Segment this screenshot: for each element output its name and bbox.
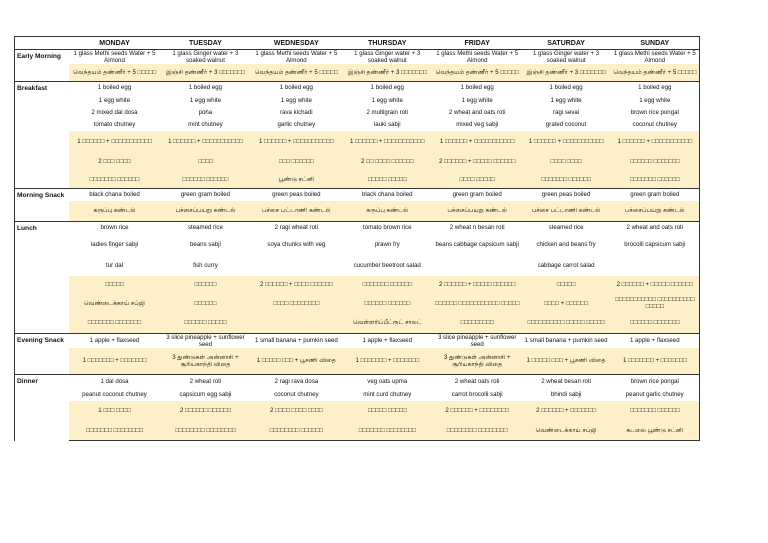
meal-row bbox=[15, 421, 700, 441]
meal-cell bbox=[251, 313, 342, 333]
meal-row bbox=[15, 401, 700, 421]
meal-cell: □□□□□□□□ □□□□□□□□ bbox=[433, 421, 522, 441]
meal-cell: □□□□□□□ □□□□□□□ bbox=[69, 313, 160, 333]
meal-row bbox=[15, 201, 700, 221]
meal-cell: வெந்தயம் தண்ணீர் + 5 □□□□□ bbox=[433, 64, 522, 81]
meal-cell: பச்சை பட்டாணி கண்டல் bbox=[522, 201, 611, 221]
meal-cell: 1 glass Ginger water + 3 soaked walnut bbox=[342, 50, 433, 65]
diet-plan-sheet bbox=[14, 36, 700, 441]
meal-cell: 3 slice pineapple + sunflower seed bbox=[160, 333, 251, 348]
meal-cell: 1 egg white bbox=[342, 94, 433, 106]
meal-cell: 3 slice pineapple + sunflower seed bbox=[433, 333, 522, 348]
meal-cell: □□□□□□ bbox=[160, 293, 251, 313]
meal-cell: □□□□ bbox=[160, 151, 251, 171]
day-header: MONDAY bbox=[69, 37, 160, 50]
meal-cell: 1 boiled egg bbox=[251, 81, 342, 94]
meal-cell: □□□□□□□ □□□□□□ bbox=[611, 401, 700, 421]
meal-cell: □□□□□ bbox=[69, 276, 160, 293]
meal-cell: 2 mixed dal dosa bbox=[69, 106, 160, 118]
meal-cell: □□□□□□□□ □□□□□□□□ bbox=[160, 421, 251, 441]
meal-row bbox=[15, 171, 700, 188]
meal-cell: 1 □□□ □□□□ bbox=[69, 401, 160, 421]
meal-cell: 2 □□□□□□ + □□□□□□□ bbox=[522, 401, 611, 421]
meal-cell: steamed rice bbox=[522, 221, 611, 234]
meal-cell: 1 □□□□□□□ + □□□□□□□ bbox=[342, 348, 433, 375]
meal-cell: □□□□ □□□□□ bbox=[433, 171, 522, 188]
meal-cell: 1 □□□□□□ + □□□□□□□□□□□ bbox=[433, 131, 522, 151]
meal-cell: பச்சைப்பயறு கண்டல் bbox=[611, 201, 700, 221]
meal-cell: 1 □□□□□ □□□ + பூசணி விதை bbox=[522, 348, 611, 375]
meal-row bbox=[15, 348, 700, 375]
meal-cell: carrot brocolli sabji bbox=[433, 388, 522, 401]
meal-cell: 2 wheat and oats roti bbox=[433, 106, 522, 118]
meal-cell: 1 apple + flaxseed bbox=[611, 333, 700, 348]
meal-label: Early Morning bbox=[15, 50, 70, 82]
meal-cell: grated coconut bbox=[522, 118, 611, 131]
meal-row bbox=[15, 234, 700, 255]
meal-row bbox=[15, 81, 700, 94]
meal-cell: □□□□□ □□□□□ bbox=[342, 401, 433, 421]
meal-cell: 1 □□□□□□ + □□□□□□□□□□□ bbox=[611, 131, 700, 151]
meal-cell: 1 glass Methi seeds Water + 5 Almond bbox=[251, 50, 342, 65]
meal-cell: கடலை பூண்டு சட்னி bbox=[611, 421, 700, 441]
meal-cell: □□□□□□ □□□□□□ bbox=[342, 293, 433, 313]
day-header: SATURDAY bbox=[522, 37, 611, 50]
meal-cell: 1 □□□□□□□ + □□□□□□□ bbox=[69, 348, 160, 375]
meal-cell: 2 ragi rava dosa bbox=[251, 375, 342, 388]
meal-row bbox=[15, 313, 700, 333]
meal-cell: coconut chutney bbox=[611, 118, 700, 131]
meal-cell: 1 boiled egg bbox=[611, 81, 700, 94]
meal-cell: ladies finger sabji bbox=[69, 234, 160, 255]
meal-cell: 1 egg white bbox=[611, 94, 700, 106]
meal-cell: வெந்தயம் தண்ணீர் + 5 □□□□□ bbox=[611, 64, 700, 81]
meal-cell: 1 □□□□□□□ + □□□□□□□ bbox=[611, 348, 700, 375]
meal-cell: 1 boiled egg bbox=[160, 81, 251, 94]
meal-label: Breakfast bbox=[15, 81, 70, 188]
meal-cell: lauki sabji bbox=[342, 118, 433, 131]
meal-cell: 2 wheat n besan roti bbox=[433, 221, 522, 234]
meal-cell: □□□□□□□ □□□□□□□□ bbox=[69, 421, 160, 441]
meal-cell: பச்சை பட்டாணி கண்டல் bbox=[251, 201, 342, 221]
meal-cell: 1 apple + flaxseed bbox=[342, 333, 433, 348]
meal-row bbox=[15, 131, 700, 151]
meal-cell: □□□□□□ □□□□□□□ bbox=[611, 313, 700, 333]
meal-cell: mixed veg sabji bbox=[433, 118, 522, 131]
meal-cell: 2 □□□□□□ + □□□□□ □□□□□□ bbox=[611, 276, 700, 293]
meal-rows bbox=[15, 50, 700, 441]
meal-cell: 1 boiled egg bbox=[69, 81, 160, 94]
meal-row bbox=[15, 293, 700, 313]
meal-cell bbox=[611, 255, 700, 276]
meal-cell: 1 □□□□□□ + □□□□□□□□□□□ bbox=[160, 131, 251, 151]
meal-cell: soya chunks with veg bbox=[251, 234, 342, 255]
meal-label: Evening Snack bbox=[15, 333, 70, 375]
meal-cell: □□□□□□□ □□□□□□ bbox=[611, 171, 700, 188]
meal-cell: 1 egg white bbox=[433, 94, 522, 106]
meal-cell: 2 wheat roti bbox=[160, 375, 251, 388]
meal-cell: 2 □□□ □□□□ bbox=[69, 151, 160, 171]
meal-cell: வெந்தயம் தண்ணீர் + 5 □□□□□ bbox=[251, 64, 342, 81]
meal-cell: poha bbox=[160, 106, 251, 118]
meal-cell: bhindi sabji bbox=[522, 388, 611, 401]
meal-cell: green gram boiled bbox=[433, 188, 522, 201]
meal-cell: 2 □□□□□□ + □□□□□ □□□□□□ bbox=[433, 151, 522, 171]
meal-cell: □□□□ □□□□□□□□ bbox=[251, 293, 342, 313]
meal-cell: 1 glass Methi seeds Water + 5 Almond bbox=[433, 50, 522, 65]
meal-cell: tur dal bbox=[69, 255, 160, 276]
meal-cell: 3 துண்டுகள் அன்னாசி + சூரியகாந்தி விதை bbox=[433, 348, 522, 375]
meal-label: Dinner bbox=[15, 375, 70, 441]
meal-cell: பூண்டு சட்னி bbox=[251, 171, 342, 188]
meal-row bbox=[15, 50, 700, 65]
meal-cell: 1 egg white bbox=[69, 94, 160, 106]
meal-cell: □□□□□ bbox=[522, 276, 611, 293]
meal-cell: பச்சைப்பயறு கண்டல் bbox=[433, 201, 522, 221]
meal-cell: mint chutney bbox=[160, 118, 251, 131]
meal-row bbox=[15, 106, 700, 118]
meal-cell: 2 wheat besan roti bbox=[522, 375, 611, 388]
meal-cell: 1 □□□□□□ + □□□□□□□□□□□ bbox=[342, 131, 433, 151]
meal-cell: peanut garlic chutney bbox=[611, 388, 700, 401]
meal-row bbox=[15, 64, 700, 81]
meal-cell: □□□□□□□ □□□□□□ bbox=[522, 171, 611, 188]
meal-row bbox=[15, 94, 700, 106]
meal-row bbox=[15, 255, 700, 276]
meal-cell: □□□□ + □□□□□□ bbox=[522, 293, 611, 313]
meal-cell: peanut coconut chutney bbox=[69, 388, 160, 401]
meal-cell: வெண்டைக்காய் சப்ஜி bbox=[69, 293, 160, 313]
meal-row bbox=[15, 151, 700, 171]
meal-cell: 1 □□□□□□ + □□□□□□□□□□□ bbox=[522, 131, 611, 151]
weekly-diet-table bbox=[14, 36, 700, 441]
meal-cell: 2 ragi wheat roti bbox=[251, 221, 342, 234]
meal-cell: brown rice pongal bbox=[611, 375, 700, 388]
meal-cell: mint curd chutney bbox=[342, 388, 433, 401]
meal-cell: 1 egg white bbox=[160, 94, 251, 106]
meal-cell: capsicum egg sabji bbox=[160, 388, 251, 401]
meal-cell: இஞ்சி தண்ணீர் + 3 □□□□□□□ bbox=[342, 64, 433, 81]
meal-cell: 2 wheat and oats roti bbox=[611, 221, 700, 234]
meal-cell: black chana boiled bbox=[69, 188, 160, 201]
meal-cell: 1 glass Methi seeds Water + 5 Almond bbox=[69, 50, 160, 65]
meal-cell: 1 □□□□□□ + □□□□□□□□□□□ bbox=[69, 131, 160, 151]
meal-cell: □□□□□□ □□□□□□□□□□□ □□□□□ bbox=[433, 293, 522, 313]
meal-cell: 1 □□□□□ □□□ + பூசணி விதை bbox=[251, 348, 342, 375]
meal-cell: beans cabbage capsicum sabji bbox=[433, 234, 522, 255]
meal-cell: கருப்பு கண்டல் bbox=[342, 201, 433, 221]
meal-cell: brown rice pongal bbox=[611, 106, 700, 118]
meal-cell: coconut chutney bbox=[251, 388, 342, 401]
meal-row bbox=[15, 118, 700, 131]
meal-cell: □□□□□ □□□□□ bbox=[342, 171, 433, 188]
meal-cell: □□□□□□ bbox=[160, 276, 251, 293]
meal-cell: 1 egg white bbox=[251, 94, 342, 106]
meal-cell: ragi sevai bbox=[522, 106, 611, 118]
meal-row bbox=[15, 276, 700, 293]
meal-cell: □□□□□□□ □□□□□□ bbox=[342, 276, 433, 293]
meal-cell: □□□ □□□□□□ bbox=[251, 151, 342, 171]
meal-cell: பச்சைப்பயறு கண்டல் bbox=[160, 201, 251, 221]
meal-cell: 1 boiled egg bbox=[433, 81, 522, 94]
meal-cell: 2 □□□□ □□□□ □□□□ bbox=[251, 401, 342, 421]
meal-label: Lunch bbox=[15, 221, 70, 333]
meal-cell: □□□□□□□ □□□□□□□□ bbox=[342, 421, 433, 441]
meal-cell: garlic chutney bbox=[251, 118, 342, 131]
meal-row bbox=[15, 375, 700, 388]
day-header: FRIDAY bbox=[433, 37, 522, 50]
day-header: TUESDAY bbox=[160, 37, 251, 50]
meal-cell: கருப்பு கண்டல் bbox=[69, 201, 160, 221]
meal-cell: 1 boiled egg bbox=[522, 81, 611, 94]
meal-row bbox=[15, 388, 700, 401]
meal-cell: veg oats upma bbox=[342, 375, 433, 388]
meal-cell: இஞ்சி தண்ணீர் + 3 □□□□□□□ bbox=[522, 64, 611, 81]
meal-cell: 1 small banana + pumkin seed bbox=[522, 333, 611, 348]
meal-cell: 2 □□□□□□ + □□□□ □□□□□□ bbox=[251, 276, 342, 293]
meal-cell: prawn fry bbox=[342, 234, 433, 255]
meal-cell: □□□□ □□□□ bbox=[522, 151, 611, 171]
meal-cell: steamed rice bbox=[160, 221, 251, 234]
meal-cell: 1 □□□□□□ + □□□□□□□□□□□ bbox=[251, 131, 342, 151]
meal-cell: brocolli capsicum sabji bbox=[611, 234, 700, 255]
meal-cell: green gram boiled bbox=[611, 188, 700, 201]
meal-cell: □□□□□□ □□□□□□ bbox=[160, 171, 251, 188]
meal-cell: brown rice bbox=[69, 221, 160, 234]
meal-cell: 1 glass Ginger water + 3 soaked walnut bbox=[160, 50, 251, 65]
meal-cell: cucumber beetroot salad bbox=[342, 255, 433, 276]
meal-cell: green peas boiled bbox=[522, 188, 611, 201]
meal-cell bbox=[251, 255, 342, 276]
meal-cell: வெந்தயம் தண்ணீர் + 5 □□□□□ bbox=[69, 64, 160, 81]
corner-cell bbox=[15, 37, 70, 50]
meal-cell: rava kichadi bbox=[251, 106, 342, 118]
day-header: WEDNESDAY bbox=[251, 37, 342, 50]
meal-cell: fish curry bbox=[160, 255, 251, 276]
meal-cell: □□□□□□□□□□ □□□□□ □□□□□ bbox=[522, 313, 611, 333]
meal-cell: green peas boiled bbox=[251, 188, 342, 201]
meal-cell: வெண்டைக்காய் சப்ஜி bbox=[522, 421, 611, 441]
meal-cell: tomato chutney bbox=[69, 118, 160, 131]
meal-cell: cabbage carrot salad bbox=[522, 255, 611, 276]
meal-cell: tomato brown rice bbox=[342, 221, 433, 234]
meal-cell: வெள்ளரிப்பீட்ரூட் சாலட் bbox=[342, 313, 433, 333]
meal-cell: 1 glass Ginger water + 3 soaked walnut bbox=[522, 50, 611, 65]
meal-cell: 1 dal dosa bbox=[69, 375, 160, 388]
meal-cell: □□□□□□□□□ bbox=[433, 313, 522, 333]
meal-cell: 3 துண்டுகள் அன்னாசி + சூரியகாந்தி விதை bbox=[160, 348, 251, 375]
meal-cell: 2 □□ □□□□ □□□□□□ bbox=[342, 151, 433, 171]
meal-cell: 2 □□□□□□ □□□□□□ bbox=[160, 401, 251, 421]
meal-cell: 2 □□□□□□ + □□□□□ □□□□□□ bbox=[433, 276, 522, 293]
meal-cell: □□□□□□□□□□□ □□□□□□□□□□ □□□□□ bbox=[611, 293, 700, 313]
meal-label: Morning Snack bbox=[15, 188, 70, 221]
meal-cell: 1 apple + flaxseed bbox=[69, 333, 160, 348]
meal-cell bbox=[433, 255, 522, 276]
meal-cell: black chana boiled bbox=[342, 188, 433, 201]
meal-cell: green gram boiled bbox=[160, 188, 251, 201]
meal-cell: 1 small banana + pumkin seed bbox=[251, 333, 342, 348]
meal-cell: 1 glass Methi seeds Water + 5 Almond bbox=[611, 50, 700, 65]
meal-cell: □□□□□□ □□□□□ bbox=[160, 313, 251, 333]
meal-cell: 2 multigrain roti bbox=[342, 106, 433, 118]
header-row bbox=[15, 37, 700, 50]
meal-cell: □□□□□□□□ □□□□□□ bbox=[251, 421, 342, 441]
meal-row bbox=[15, 188, 700, 201]
meal-cell: இஞ்சி தண்ணீர் + 3 □□□□□□□ bbox=[160, 64, 251, 81]
day-header: THURSDAY bbox=[342, 37, 433, 50]
meal-cell: 1 egg white bbox=[522, 94, 611, 106]
meal-row bbox=[15, 221, 700, 234]
meal-cell: beans sabji bbox=[160, 234, 251, 255]
meal-cell: □□□□□□ □□□□□□□ bbox=[611, 151, 700, 171]
day-header: SUNDAY bbox=[611, 37, 700, 50]
meal-cell: 1 boiled egg bbox=[342, 81, 433, 94]
meal-cell: 2 wheat oats roti bbox=[433, 375, 522, 388]
meal-row bbox=[15, 333, 700, 348]
meal-cell: chicken and beans fry bbox=[522, 234, 611, 255]
meal-cell: 2 □□□□□□ + □□□□□□□□ bbox=[433, 401, 522, 421]
meal-cell: □□□□□□□ □□□□□□ bbox=[69, 171, 160, 188]
